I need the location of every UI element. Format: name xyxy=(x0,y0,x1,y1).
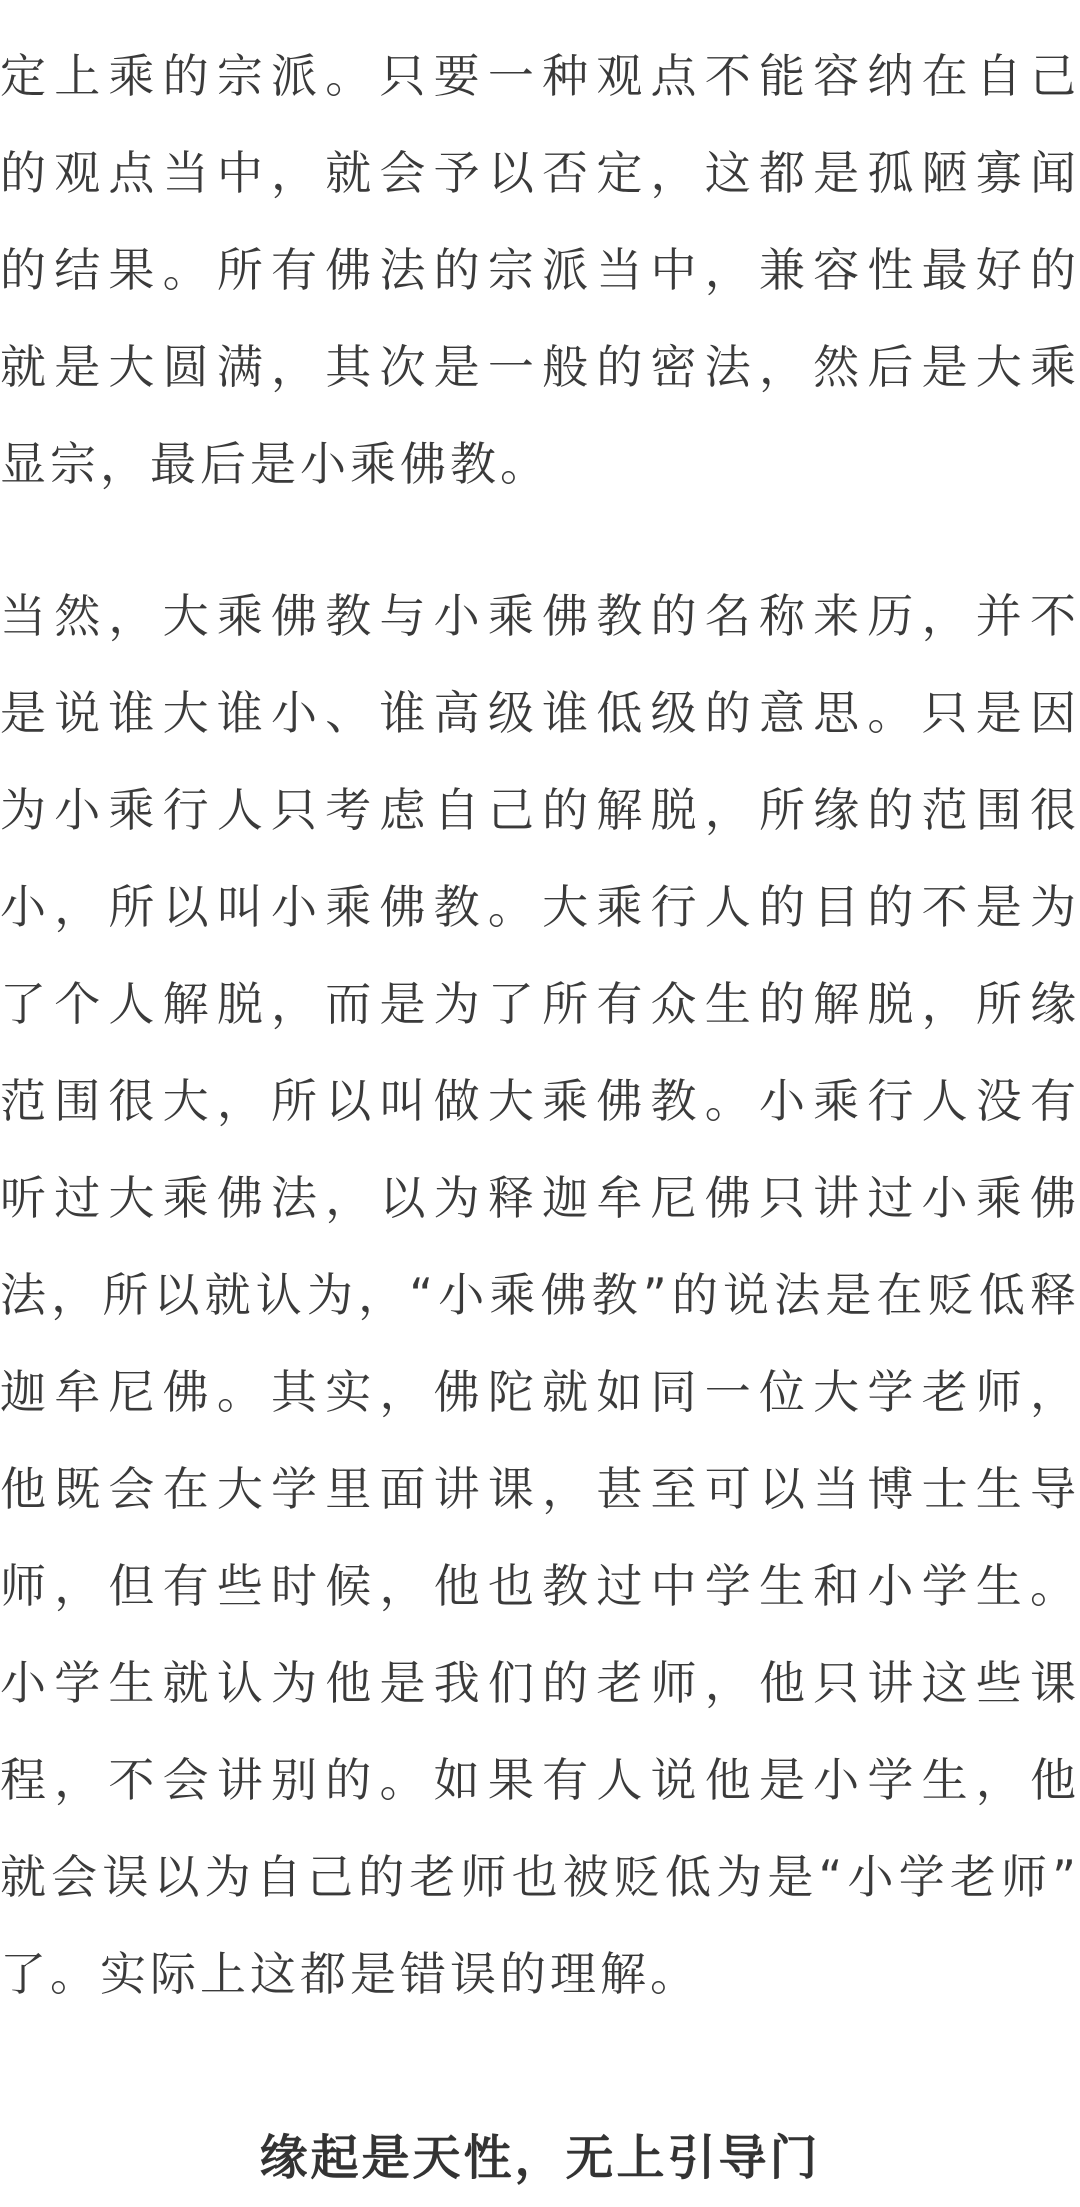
paragraph-line: 范围很大，所以叫做大乘佛教。小乘行人没有 xyxy=(0,1074,1080,1128)
paragraph-line: 迦牟尼佛。其实，佛陀就如同一位大学老师， xyxy=(0,1365,1080,1419)
paragraph-line: 师，但有些时候，他也教过中学生和小学生。 xyxy=(0,1559,1080,1613)
paragraph-line: 显宗，最后是小乘佛教。 xyxy=(0,437,550,491)
paragraph-line: 小学生就认为他是我们的老师，他只讲这些课 xyxy=(0,1656,1080,1710)
paragraph-line: 的结果。所有佛法的宗派当中，兼容性最好的 xyxy=(0,243,1080,297)
paragraph-line: 法，所以就认为，“小乘佛教”的说法是在贬低释 xyxy=(0,1268,1080,1322)
paragraph-line: 的观点当中，就会予以否定，这都是孤陋寡闻 xyxy=(0,146,1080,200)
paragraph-line: 当然，大乘佛教与小乘佛教的名称来历，并不 xyxy=(0,589,1080,643)
paragraph-line: 听过大乘佛法，以为释迦牟尼佛只讲过小乘佛 xyxy=(0,1171,1080,1225)
paragraph-line: 程，不会讲别的。如果有人说他是小学生，他 xyxy=(0,1753,1080,1807)
paragraph-line: 是说谁大谁小、谁高级谁低级的意思。只是因 xyxy=(0,686,1080,740)
paragraph-line: 了个人解脱，而是为了所有众生的解脱，所缘 xyxy=(0,977,1080,1031)
paragraph-line: 了。实际上这都是错误的理解。 xyxy=(0,1947,700,2001)
paragraph-line: 就会误以为自己的老师也被贬低为是“小学老师” xyxy=(0,1850,1080,1904)
section-heading: 缘起是天性，无上引导门 xyxy=(259,2130,821,2186)
paragraph-line: 小，所以叫小乘佛教。大乘行人的目的不是为 xyxy=(0,880,1080,934)
paragraph-line: 为小乘行人只考虑自己的解脱，所缘的范围很 xyxy=(0,783,1080,837)
paragraph-line: 定上乘的宗派。只要一种观点不能容纳在自己 xyxy=(0,49,1080,103)
paragraph-line: 就是大圆满，其次是一般的密法，然后是大乘 xyxy=(0,340,1080,394)
paragraph-line: 他既会在大学里面讲课，甚至可以当博士生导 xyxy=(0,1462,1080,1516)
